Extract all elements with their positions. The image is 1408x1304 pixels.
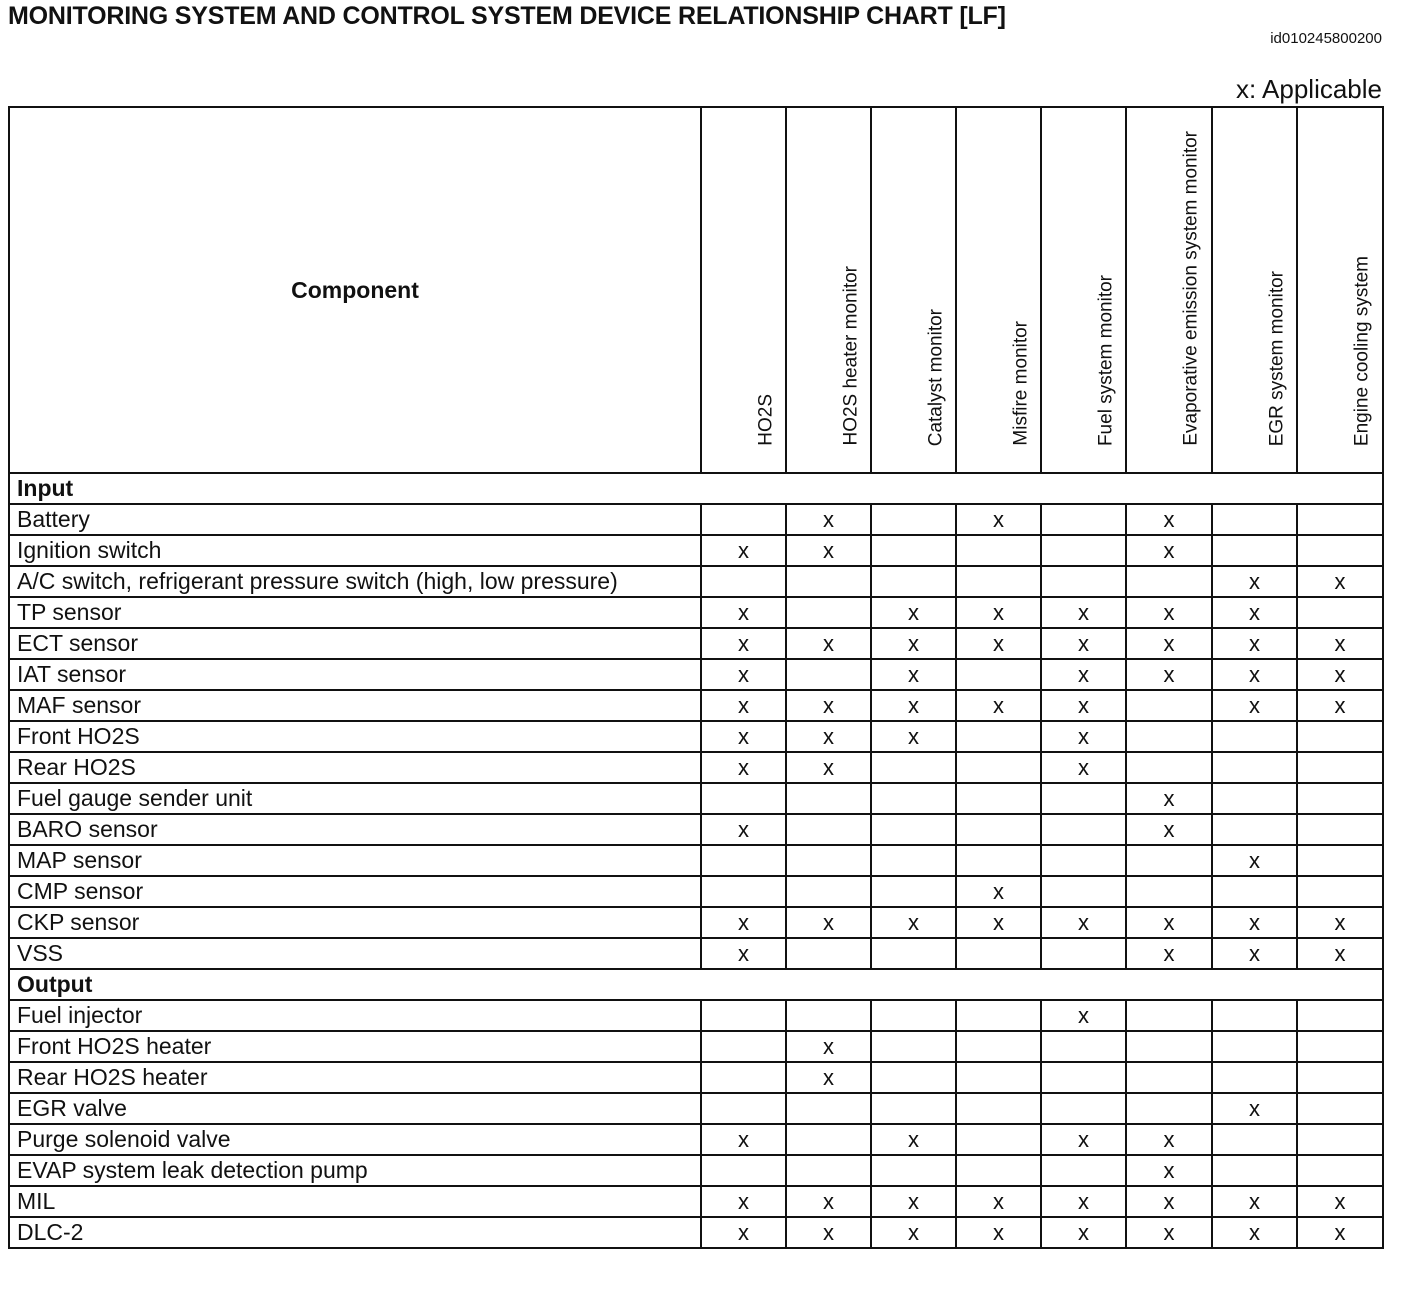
- applicable-cell: [786, 1155, 871, 1186]
- applicable-cell: x: [871, 721, 956, 752]
- applicable-cell: [1041, 1031, 1126, 1062]
- applicable-cell: x: [701, 1217, 786, 1248]
- applicable-cell: [786, 659, 871, 690]
- applicable-cell: x: [1212, 1186, 1297, 1217]
- applicable-cell: [871, 1062, 956, 1093]
- component-label: MIL: [9, 1186, 701, 1217]
- applicable-cell: x: [786, 1186, 871, 1217]
- applicable-cell: x: [1297, 690, 1383, 721]
- applicable-cell: x: [956, 504, 1041, 535]
- applicable-cell: [871, 876, 956, 907]
- applicable-cell: [1041, 1062, 1126, 1093]
- applicable-cell: x: [786, 690, 871, 721]
- section-row: [9, 473, 1383, 504]
- column-header: [1041, 107, 1126, 473]
- applicable-cell: [701, 783, 786, 814]
- applicable-cell: [1041, 1093, 1126, 1124]
- applicable-cell: x: [1126, 628, 1212, 659]
- applicable-cell: x: [871, 690, 956, 721]
- applicable-cell: x: [956, 907, 1041, 938]
- column-header-label: EGR system monitor: [1265, 270, 1287, 446]
- component-label: Purge solenoid valve: [9, 1124, 701, 1155]
- applicable-cell: x: [956, 597, 1041, 628]
- table-row: [9, 597, 1383, 628]
- table-row: [9, 1155, 1383, 1186]
- column-header-label: Evaporative emission system monitor: [1180, 131, 1202, 446]
- applicable-cell: [1297, 845, 1383, 876]
- table-row: [9, 504, 1383, 535]
- table-row: [9, 690, 1383, 721]
- table-row: [9, 1062, 1383, 1093]
- applicable-cell: [701, 1000, 786, 1031]
- applicable-cell: x: [701, 535, 786, 566]
- applicable-cell: [1212, 1000, 1297, 1031]
- applicable-cell: [1297, 783, 1383, 814]
- applicable-cell: x: [701, 628, 786, 659]
- page-title: MONITORING SYSTEM AND CONTROL SYSTEM DEVICE RELATIONSHIP CHART [LF]: [8, 2, 1006, 30]
- applicable-cell: [786, 845, 871, 876]
- applicable-cell: x: [786, 1031, 871, 1062]
- applicable-cell: x: [1041, 597, 1126, 628]
- applicable-cell: x: [1212, 938, 1297, 969]
- applicable-cell: [956, 535, 1041, 566]
- applicable-cell: [1297, 1031, 1383, 1062]
- document-id: id010245800200: [1270, 30, 1382, 47]
- applicable-cell: [956, 1124, 1041, 1155]
- applicable-cell: [1212, 1155, 1297, 1186]
- applicable-cell: x: [1126, 1217, 1212, 1248]
- table-row: [9, 938, 1383, 969]
- column-header: [786, 107, 871, 473]
- applicable-cell: [956, 938, 1041, 969]
- applicable-cell: [1212, 504, 1297, 535]
- column-header-label: HO2S heater monitor: [839, 266, 861, 446]
- table-row: [9, 535, 1383, 566]
- applicable-cell: [1297, 1093, 1383, 1124]
- applicable-cell: [1041, 814, 1126, 845]
- component-label: DLC-2: [9, 1217, 701, 1248]
- column-header-label: Catalyst monitor: [924, 308, 946, 446]
- applicable-cell: [1041, 566, 1126, 597]
- table-row: [9, 1217, 1383, 1248]
- component-label: CMP sensor: [9, 876, 701, 907]
- applicable-cell: x: [1041, 907, 1126, 938]
- applicable-cell: [871, 1031, 956, 1062]
- applicable-cell: [956, 1031, 1041, 1062]
- applicable-cell: [1297, 1155, 1383, 1186]
- applicable-cell: [871, 783, 956, 814]
- component-label: VSS: [9, 938, 701, 969]
- applicable-cell: [1297, 504, 1383, 535]
- applicable-cell: [786, 1093, 871, 1124]
- column-header: [1126, 107, 1212, 473]
- applicable-cell: [701, 566, 786, 597]
- column-header-label: Misfire monitor: [1009, 321, 1031, 446]
- applicable-cell: [871, 1093, 956, 1124]
- applicable-cell: [956, 566, 1041, 597]
- applicable-cell: [1212, 1062, 1297, 1093]
- applicable-cell: x: [956, 628, 1041, 659]
- applicable-cell: x: [1297, 628, 1383, 659]
- applicable-cell: x: [1041, 659, 1126, 690]
- applicable-cell: x: [786, 1062, 871, 1093]
- legend: x: Applicable: [1236, 74, 1382, 104]
- applicable-cell: [1041, 504, 1126, 535]
- applicable-cell: x: [701, 690, 786, 721]
- applicable-cell: [956, 752, 1041, 783]
- applicable-cell: [701, 504, 786, 535]
- applicable-cell: [871, 1000, 956, 1031]
- applicable-cell: [1212, 721, 1297, 752]
- applicable-cell: [871, 752, 956, 783]
- applicable-cell: x: [701, 938, 786, 969]
- applicable-cell: [871, 566, 956, 597]
- table-row: [9, 721, 1383, 752]
- table-row: [9, 1186, 1383, 1217]
- applicable-cell: x: [701, 752, 786, 783]
- applicable-cell: x: [1212, 1217, 1297, 1248]
- applicable-cell: [1126, 1093, 1212, 1124]
- applicable-cell: [1297, 721, 1383, 752]
- applicable-cell: [956, 659, 1041, 690]
- applicable-cell: x: [871, 1124, 956, 1155]
- applicable-cell: [956, 814, 1041, 845]
- applicable-cell: x: [1126, 659, 1212, 690]
- table-row: [9, 876, 1383, 907]
- applicable-cell: x: [1126, 907, 1212, 938]
- applicable-cell: [786, 783, 871, 814]
- applicable-cell: [1126, 1031, 1212, 1062]
- applicable-cell: [1126, 566, 1212, 597]
- applicable-cell: [1126, 721, 1212, 752]
- applicable-cell: x: [1212, 1093, 1297, 1124]
- applicable-cell: [871, 535, 956, 566]
- component-label: BARO sensor: [9, 814, 701, 845]
- applicable-cell: [1297, 814, 1383, 845]
- applicable-cell: [1212, 535, 1297, 566]
- applicable-cell: x: [1212, 690, 1297, 721]
- applicable-cell: [1126, 1000, 1212, 1031]
- relationship-table: [8, 106, 1384, 1249]
- applicable-cell: x: [956, 1217, 1041, 1248]
- component-label: Rear HO2S heater: [9, 1062, 701, 1093]
- component-label: Ignition switch: [9, 535, 701, 566]
- applicable-cell: [786, 597, 871, 628]
- applicable-cell: [1126, 690, 1212, 721]
- component-label: EGR valve: [9, 1093, 701, 1124]
- component-label: Fuel gauge sender unit: [9, 783, 701, 814]
- component-label: EVAP system leak detection pump: [9, 1155, 701, 1186]
- component-label: A/C switch, refrigerant pressure switch (high, low pressure): [9, 566, 701, 597]
- applicable-cell: x: [1041, 1124, 1126, 1155]
- applicable-cell: [1212, 814, 1297, 845]
- applicable-cell: x: [871, 659, 956, 690]
- applicable-cell: [701, 1062, 786, 1093]
- applicable-cell: x: [1297, 907, 1383, 938]
- column-header: [871, 107, 956, 473]
- applicable-cell: x: [1126, 783, 1212, 814]
- applicable-cell: x: [956, 876, 1041, 907]
- applicable-cell: x: [1212, 628, 1297, 659]
- applicable-cell: [786, 938, 871, 969]
- component-label: ECT sensor: [9, 628, 701, 659]
- component-label: CKP sensor: [9, 907, 701, 938]
- applicable-cell: x: [701, 1124, 786, 1155]
- applicable-cell: x: [1212, 907, 1297, 938]
- applicable-cell: x: [701, 1186, 786, 1217]
- applicable-cell: x: [786, 907, 871, 938]
- applicable-cell: x: [1297, 566, 1383, 597]
- applicable-cell: [1041, 783, 1126, 814]
- section-title: Input: [9, 473, 1383, 504]
- applicable-cell: x: [1041, 752, 1126, 783]
- table-row: [9, 1093, 1383, 1124]
- applicable-cell: [1297, 1062, 1383, 1093]
- table-row: [9, 1031, 1383, 1062]
- applicable-cell: [1212, 783, 1297, 814]
- applicable-cell: [1041, 1155, 1126, 1186]
- applicable-cell: [701, 1155, 786, 1186]
- applicable-cell: [786, 814, 871, 845]
- applicable-cell: x: [1041, 721, 1126, 752]
- component-label: Fuel injector: [9, 1000, 701, 1031]
- applicable-cell: [1126, 876, 1212, 907]
- component-label: Battery: [9, 504, 701, 535]
- applicable-cell: [786, 566, 871, 597]
- table-row: [9, 659, 1383, 690]
- applicable-cell: x: [786, 504, 871, 535]
- applicable-cell: x: [786, 628, 871, 659]
- applicable-cell: [871, 814, 956, 845]
- applicable-cell: [1297, 876, 1383, 907]
- applicable-cell: [1297, 597, 1383, 628]
- applicable-cell: [956, 721, 1041, 752]
- applicable-cell: [1041, 845, 1126, 876]
- applicable-cell: [871, 504, 956, 535]
- applicable-cell: x: [786, 1217, 871, 1248]
- applicable-cell: [701, 1031, 786, 1062]
- applicable-cell: [871, 845, 956, 876]
- column-header: [701, 107, 786, 473]
- table-body: [9, 473, 1383, 1248]
- column-header: [1212, 107, 1297, 473]
- applicable-cell: x: [1041, 1217, 1126, 1248]
- applicable-cell: [871, 938, 956, 969]
- applicable-cell: x: [786, 752, 871, 783]
- applicable-cell: x: [1126, 1186, 1212, 1217]
- section-title: Output: [9, 969, 1383, 1000]
- applicable-cell: x: [1212, 597, 1297, 628]
- applicable-cell: x: [1297, 1217, 1383, 1248]
- component-label: MAP sensor: [9, 845, 701, 876]
- component-label: Front HO2S heater: [9, 1031, 701, 1062]
- applicable-cell: x: [1126, 938, 1212, 969]
- component-label: Front HO2S: [9, 721, 701, 752]
- table-row: [9, 1124, 1383, 1155]
- applicable-cell: x: [786, 535, 871, 566]
- applicable-cell: [871, 1155, 956, 1186]
- applicable-cell: [701, 845, 786, 876]
- applicable-cell: [1212, 876, 1297, 907]
- header-row: [9, 107, 1383, 473]
- applicable-cell: [956, 1062, 1041, 1093]
- applicable-cell: x: [1126, 814, 1212, 845]
- table-row: [9, 628, 1383, 659]
- table-row: [9, 907, 1383, 938]
- applicable-cell: [1297, 1124, 1383, 1155]
- column-header-label: Fuel system monitor: [1094, 274, 1116, 446]
- applicable-cell: [1041, 535, 1126, 566]
- applicable-cell: [701, 876, 786, 907]
- applicable-cell: [701, 1093, 786, 1124]
- applicable-cell: x: [701, 659, 786, 690]
- applicable-cell: x: [1126, 597, 1212, 628]
- applicable-cell: x: [1297, 659, 1383, 690]
- applicable-cell: x: [1212, 566, 1297, 597]
- applicable-cell: [956, 783, 1041, 814]
- applicable-cell: x: [1297, 1186, 1383, 1217]
- applicable-cell: x: [871, 1217, 956, 1248]
- applicable-cell: [956, 1093, 1041, 1124]
- column-header-label: Engine cooling system: [1351, 255, 1373, 446]
- applicable-cell: x: [1126, 535, 1212, 566]
- applicable-cell: [1212, 752, 1297, 783]
- applicable-cell: x: [786, 721, 871, 752]
- applicable-cell: [956, 1155, 1041, 1186]
- applicable-cell: [1297, 752, 1383, 783]
- applicable-cell: x: [871, 907, 956, 938]
- applicable-cell: [1212, 1124, 1297, 1155]
- applicable-cell: [1297, 535, 1383, 566]
- component-label: MAF sensor: [9, 690, 701, 721]
- applicable-cell: x: [701, 814, 786, 845]
- applicable-cell: [1126, 752, 1212, 783]
- applicable-cell: [1297, 1000, 1383, 1031]
- applicable-cell: x: [1126, 1155, 1212, 1186]
- component-label: Rear HO2S: [9, 752, 701, 783]
- section-row: [9, 969, 1383, 1000]
- table-row: [9, 845, 1383, 876]
- applicable-cell: x: [956, 690, 1041, 721]
- component-label: IAT sensor: [9, 659, 701, 690]
- applicable-cell: x: [701, 597, 786, 628]
- applicable-cell: x: [871, 597, 956, 628]
- component-label: TP sensor: [9, 597, 701, 628]
- applicable-cell: [1126, 845, 1212, 876]
- table-row: [9, 752, 1383, 783]
- applicable-cell: [1212, 1031, 1297, 1062]
- applicable-cell: x: [1041, 1000, 1126, 1031]
- applicable-cell: x: [1297, 938, 1383, 969]
- applicable-cell: x: [1041, 1186, 1126, 1217]
- component-header: Component: [9, 107, 701, 473]
- applicable-cell: [786, 876, 871, 907]
- column-header-label: HO2S: [754, 394, 776, 446]
- applicable-cell: x: [1041, 690, 1126, 721]
- column-header: [1297, 107, 1383, 473]
- applicable-cell: x: [1126, 504, 1212, 535]
- applicable-cell: x: [1126, 1124, 1212, 1155]
- applicable-cell: x: [1041, 628, 1126, 659]
- applicable-cell: x: [701, 907, 786, 938]
- applicable-cell: [1041, 876, 1126, 907]
- applicable-cell: [956, 1000, 1041, 1031]
- applicable-cell: x: [871, 628, 956, 659]
- applicable-cell: [786, 1124, 871, 1155]
- applicable-cell: [786, 1000, 871, 1031]
- column-header: [956, 107, 1041, 473]
- table-row: [9, 566, 1383, 597]
- applicable-cell: [1041, 938, 1126, 969]
- applicable-cell: x: [871, 1186, 956, 1217]
- table-row: [9, 814, 1383, 845]
- table-row: [9, 783, 1383, 814]
- applicable-cell: [1126, 1062, 1212, 1093]
- applicable-cell: x: [956, 1186, 1041, 1217]
- applicable-cell: x: [701, 721, 786, 752]
- applicable-cell: x: [1212, 659, 1297, 690]
- applicable-cell: x: [1212, 845, 1297, 876]
- table-row: [9, 1000, 1383, 1031]
- applicable-cell: [956, 845, 1041, 876]
